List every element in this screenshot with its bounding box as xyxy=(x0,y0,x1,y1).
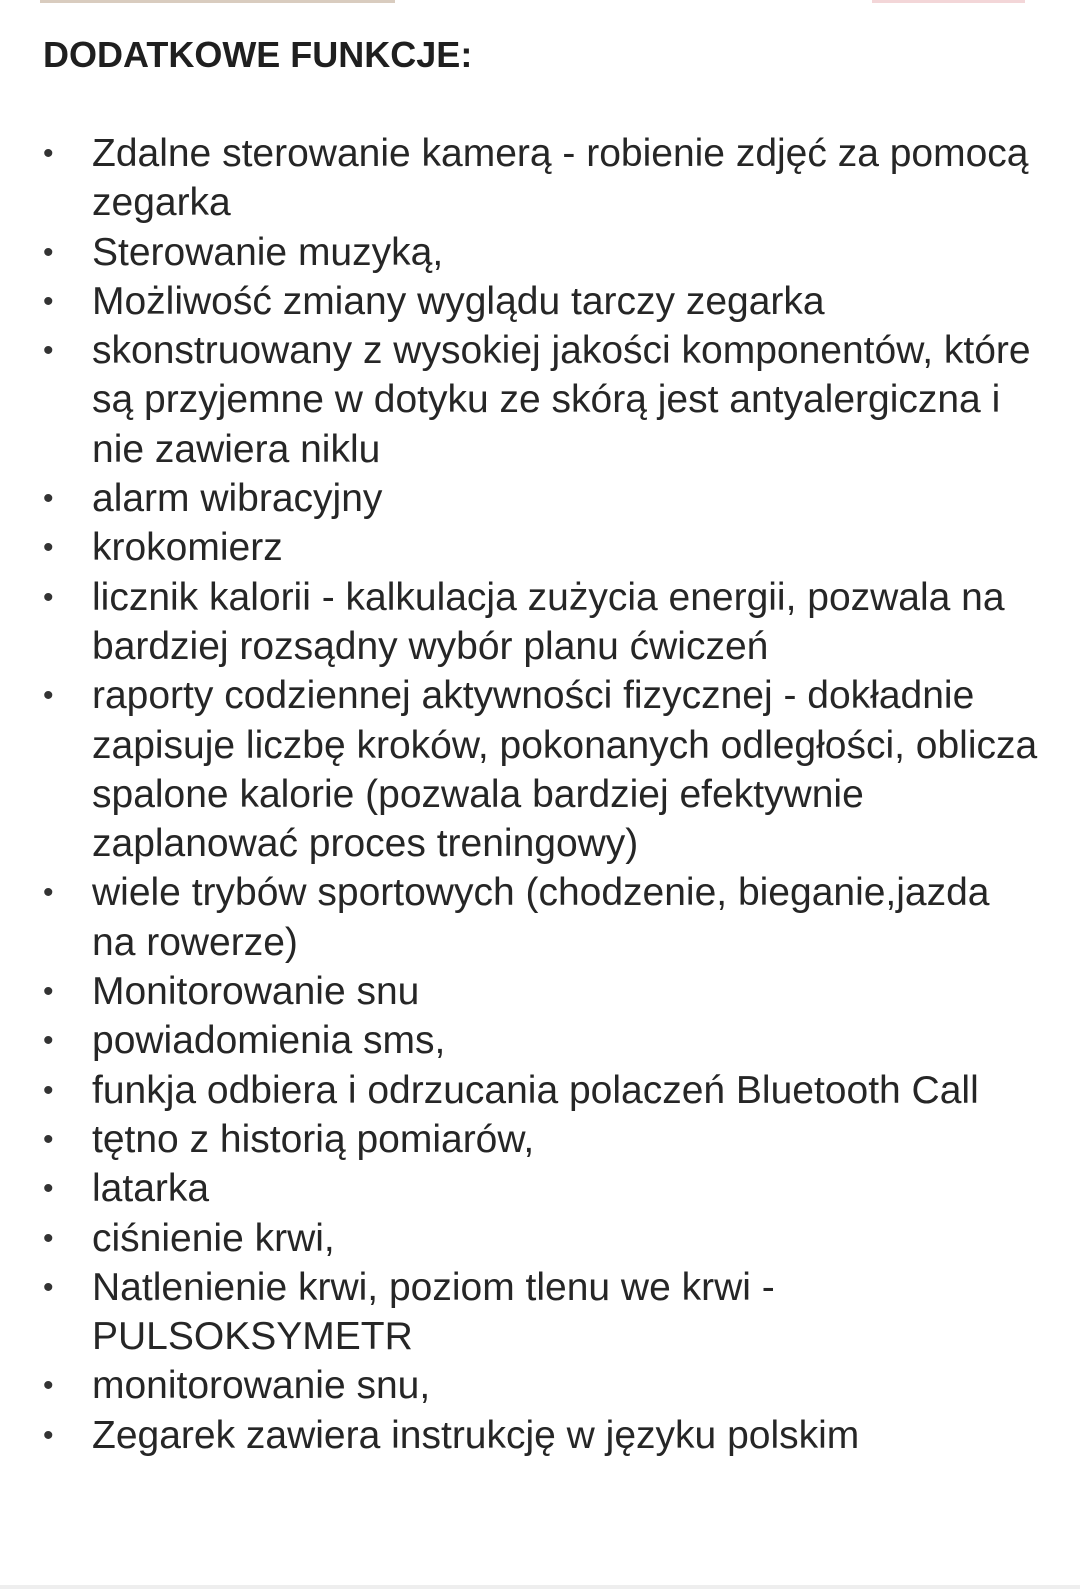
bullet-dot: • xyxy=(43,1172,54,1206)
feature-item xyxy=(0,1016,1080,1065)
feature-item xyxy=(0,868,1080,967)
bullet-dot: • xyxy=(43,1221,54,1255)
bullet-dot: • xyxy=(43,679,54,713)
feature-text: Możliwość zmiany wyglądu tarczy zegarka xyxy=(92,279,825,323)
bullet-dot: • xyxy=(43,975,54,1009)
feature-item xyxy=(0,1164,1080,1213)
bullet-dot: • xyxy=(43,1270,54,1304)
bullet-dot: • xyxy=(43,235,54,269)
feature-text: raporty codziennej aktywności fizycznej - dokładnie zapisuje liczbę kroków, pokonanych odległości, oblicza spalone kalorie (pozwala bardziej efektywnie zaplanować proces treningowy) xyxy=(92,674,1038,866)
feature-text: tętno z historią pomiarów, xyxy=(92,1117,535,1161)
feature-item xyxy=(0,1411,1080,1460)
feature-text: Monitorowanie snu xyxy=(92,970,420,1014)
feature-item xyxy=(0,1115,1080,1164)
feature-text: wiele trybów sportowych (chodzenie, bieganie,jazda na rowerze) xyxy=(92,871,990,964)
bullet-dot: • xyxy=(43,580,54,614)
feature-item xyxy=(0,1361,1080,1410)
bullet-dot: • xyxy=(43,137,54,170)
feature-item xyxy=(0,1214,1080,1263)
feature-text: skonstruowany z wysokiej jakości komponentów, które są przyjemne w dotyku ze skórą jest antyalergiczna i nie zawiera niklu xyxy=(92,329,1031,471)
feature-text: Zegarek zawiera instrukcję w języku polskim xyxy=(92,1413,860,1457)
feature-list xyxy=(0,129,1080,1460)
feature-item xyxy=(0,573,1080,672)
bottom-divider xyxy=(0,1585,1080,1589)
bullet-dot: • xyxy=(43,876,54,910)
feature-text: funkja odbiera i odrzucania polaczeń Bluetooth Call xyxy=(92,1068,979,1112)
top-image-edge-right xyxy=(872,0,1025,3)
bullet-dot: • xyxy=(43,334,54,368)
feature-item xyxy=(0,474,1080,523)
feature-item xyxy=(0,1066,1080,1115)
bullet-dot: • xyxy=(43,1024,54,1058)
feature-text: Sterowanie muzyką, xyxy=(92,230,444,274)
bullet-dot: • xyxy=(43,482,54,516)
bullet-dot: • xyxy=(43,1122,54,1156)
feature-text: monitorowanie snu, xyxy=(92,1364,431,1408)
feature-text: krokomierz xyxy=(92,526,283,570)
feature-item xyxy=(0,1263,1080,1362)
feature-item xyxy=(0,523,1080,572)
bullet-dot: • xyxy=(43,1073,54,1107)
feature-item xyxy=(0,671,1080,868)
bullet-dot: • xyxy=(43,1369,54,1403)
bullet-dot: • xyxy=(43,531,54,565)
bullet-dot: • xyxy=(43,1418,54,1452)
feature-item xyxy=(0,967,1080,1016)
feature-item xyxy=(0,129,1080,228)
page-title: DODATKOWE FUNKCJE: xyxy=(43,34,473,75)
feature-text: ciśnienie krwi, xyxy=(92,1216,335,1260)
feature-text: latarka xyxy=(92,1167,210,1211)
feature-text: Natlenienie krwi, poziom tlenu we krwi - PULSOKSYMETR xyxy=(92,1265,775,1359)
feature-item xyxy=(0,326,1080,474)
bullet-dot: • xyxy=(43,284,54,318)
feature-item xyxy=(0,277,1080,326)
feature-text: powiadomienia sms, xyxy=(92,1019,446,1063)
feature-text: Zdalne sterowanie kamerą - robienie zdjęć za pomocą zegarka xyxy=(92,132,1029,225)
feature-text: licznik kalorii - kalkulacja zużycia energii, pozwala na bardziej rozsądny wybór planu ćwiczeń xyxy=(92,575,1005,668)
top-image-edge-left xyxy=(40,0,395,3)
feature-item xyxy=(0,228,1080,277)
feature-text: alarm wibracyjny xyxy=(92,477,383,521)
